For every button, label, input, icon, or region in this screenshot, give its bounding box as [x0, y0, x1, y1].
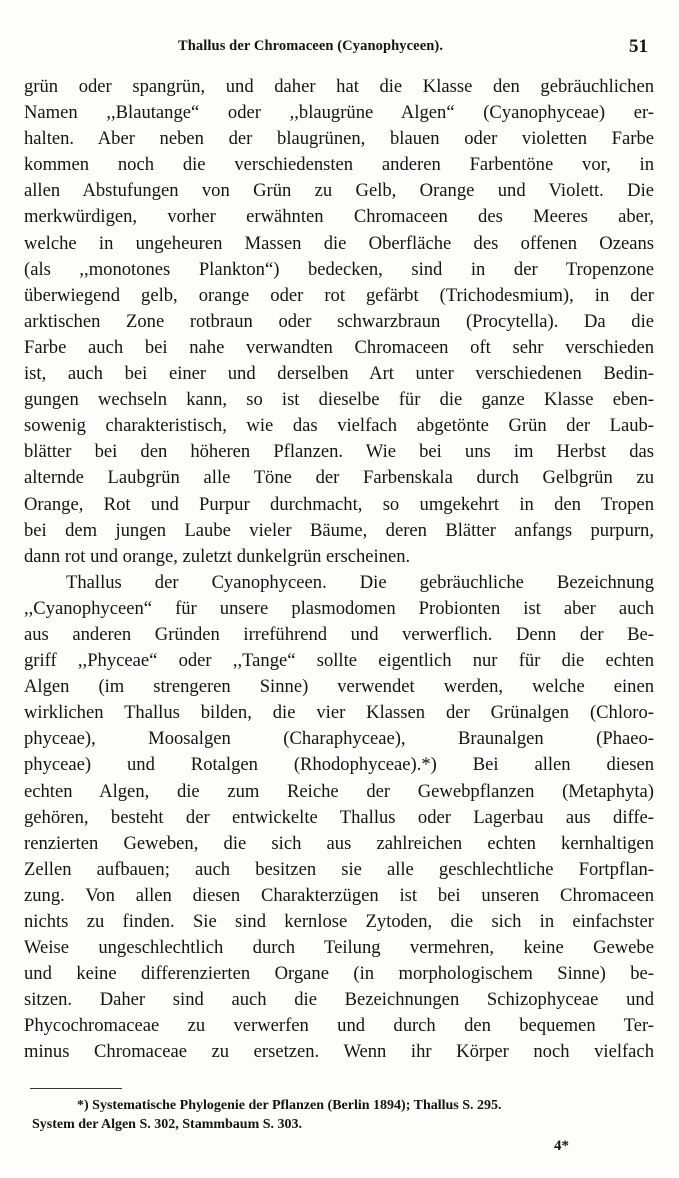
text-line: Algen (im strengeren Sinne) verwendet werden, welche einen — [24, 676, 654, 698]
text-line: ,,Cyanophyceen“ für unsere plasmodomen Probionten ist aber auch — [24, 597, 654, 619]
text-line: gehören, besteht der entwickelte Thallus oder Lagerbau aus diffe- — [24, 806, 654, 828]
text-line: allen Abstufungen von Grün zu Gelb, Orange und Violett. Die — [24, 180, 654, 202]
footnote-line: *) Systematische Phylogenie der Pflanzen (Berlin 1894); Thallus S. 295. — [77, 1098, 502, 1113]
text-line: minus Chromaceae zu ersetzen. Wenn ihr Körper noch vielfach — [24, 1041, 654, 1063]
text-line: nichts zu finden. Sie sind kernlose Zytoden, die sich in einfachster — [24, 911, 654, 932]
text-line: ist, auch bei einer und derselben Art unter verschiedenen Bedin- — [24, 363, 654, 385]
text-line: dann rot und orange, zuletzt dunkelgrün erscheinen. — [24, 545, 411, 567]
text-line: sowenig charakteristisch, wie das vielfach abgetönte Grün der Laub- — [24, 415, 654, 437]
text-line: grün oder spangrün, und daher hat die Klasse den gebräuchlichen — [24, 76, 654, 97]
text-line: arktischen Zone rotbraun oder schwarzbraun (Procytella). Da die — [24, 310, 654, 332]
footnote-line: System der Algen S. 302, Stammbaum S. 303. — [32, 1117, 303, 1132]
body-text — [24, 74, 654, 1066]
text-line: kommen noch die verschiedensten anderen Farbentöne vor, in — [24, 154, 654, 176]
text-line: Namen ,,Blautange“ oder ,,blaugrüne Algen“ (Cyanophyceae) er- — [24, 102, 654, 124]
text-line: echten Algen, die zum Reiche der Gewebpflanzen (Metaphyta) — [24, 780, 654, 802]
signature-mark: 4* — [554, 1138, 569, 1154]
text-line: Weise ungeschlechtlich durch Teilung vermehren, keine Gewebe — [24, 937, 654, 959]
text-line: sitzen. Daher sind auch die Bezeichnungen Schizophyceae und — [24, 989, 654, 1011]
footnote-rule — [30, 1088, 122, 1089]
text-line: alternde Laubgrün alle Töne der Farbenskala durch Gelbgrün zu — [24, 467, 654, 489]
text-line: phyceae) und Rotalgen (Rhodophyceae).*) Bei allen diesen — [24, 754, 654, 776]
text-line: und keine differenzierten Organe (in morphologischem Sinne) be- — [24, 963, 654, 985]
text-line: Zellen aufbauen; auch besitzen sie alle geschlechtliche Fortpflan- — [24, 858, 654, 880]
text-line: zung. Von allen diesen Charakterzügen ist bei unseren Chromaceen — [24, 884, 654, 906]
text-line: renzierten Geweben, die sich aus zahlreichen echten kernhaltigen — [24, 832, 654, 854]
text-line: Orange, Rot und Purpur durchmacht, so umgekehrt in den Tropen — [24, 493, 654, 515]
text-line: Farbe auch bei nahe verwandten Chromaceen oft sehr verschieden — [24, 336, 654, 358]
text-line: Phycochromaceae zu verwerfen und durch den bequemen Ter- — [24, 1015, 654, 1037]
text-line: merkwürdigen, vorher erwähnten Chromaceen des Meeres aber, — [24, 206, 654, 228]
text-line: welche in ungeheuren Massen die Oberfläche des offenen Ozeans — [24, 232, 654, 254]
text-line: phyceae), Moosalgen (Charaphyceae), Braunalgen (Phaeo- — [24, 728, 654, 750]
page-number: 51 — [629, 36, 648, 57]
text-line: blätter bei den höheren Pflanzen. Wie bei uns im Herbst das — [24, 441, 654, 463]
text-line: (als ,,monotones Plankton“) bedecken, sind in der Tropenzone — [24, 258, 654, 280]
text-line: überwiegend gelb, orange oder rot gefärbt (Trichodesmium), in der — [24, 284, 654, 306]
text-line: wirklichen Thallus bilden, die vier Klassen der Grünalgen (Chloro- — [24, 702, 654, 724]
text-line: halten. Aber neben der blaugrünen, blauen oder violetten Farbe — [24, 128, 654, 150]
text-line: Thallus der Cyanophyceen. Die gebräuchliche Bezeichnung — [66, 571, 654, 593]
text-line: gungen wechseln kann, so ist dieselbe für die ganze Klasse eben- — [24, 389, 654, 411]
running-head: Thallus der Chromaceen (Cyanophyceen). — [178, 38, 444, 54]
text-line: aus anderen Gründen irreführend und verwerflich. Denn der Be- — [24, 623, 654, 645]
footnote — [32, 1096, 652, 1134]
text-line: griff ,,Phyceae“ oder ,,Tange“ sollte eigentlich nur für die echten — [24, 650, 654, 672]
text-line: bei dem jungen Laube vieler Bäume, deren Blätter anfangs purpurn, — [24, 519, 654, 541]
page-header — [178, 36, 656, 58]
